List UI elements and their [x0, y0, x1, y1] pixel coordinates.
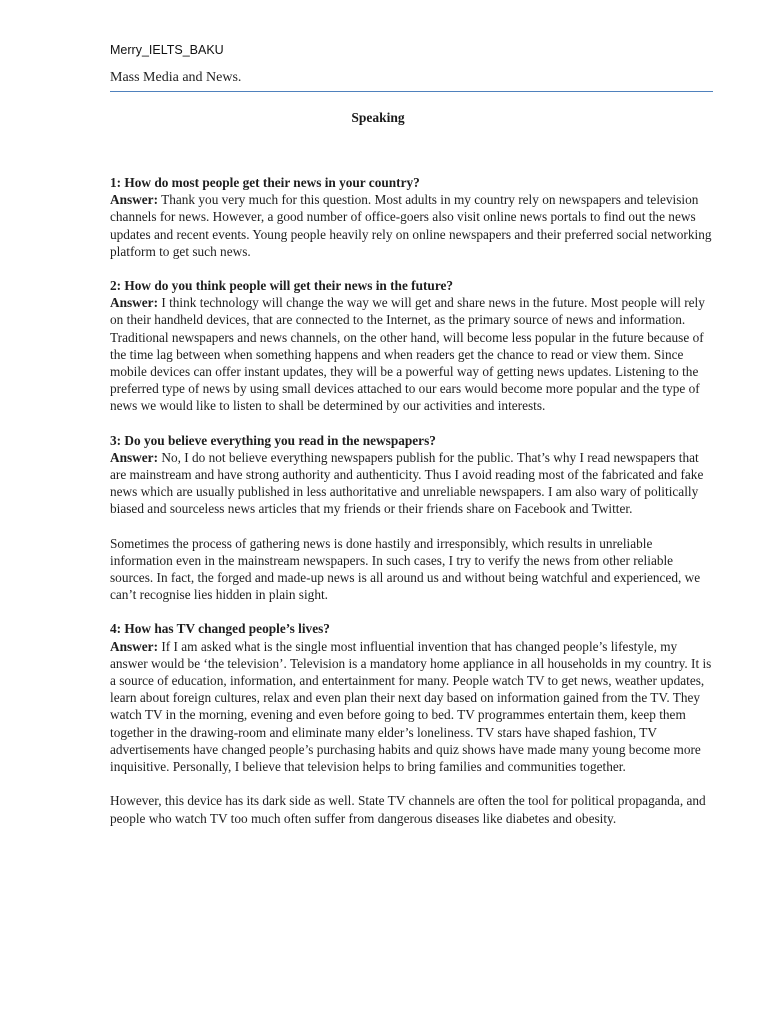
question: 1: How do most people get their news in your country? [110, 175, 420, 190]
answer [110, 191, 716, 260]
answer-text: Thank you very much for this question. Most adults in my country rely on newspapers and television channels for news. However, a good number of office-goers also visit online news portals to find out the news updates and recent events. Young people heavily rely on online newspapers and their preferred social networking platform to get such news. [110, 192, 712, 259]
document-title: Mass Media and News. [110, 70, 242, 85]
section-heading: Speaking [351, 110, 405, 125]
question: 3: Do you believe everything you read in the newspapers? [110, 432, 436, 448]
answer [110, 449, 716, 518]
document-body [110, 174, 716, 844]
header-author: Merry_IELTS_BAKU [110, 43, 224, 57]
answer-label: Answer: [110, 449, 159, 465]
qa-block-2 [110, 277, 716, 415]
qa-block-4 [110, 620, 716, 775]
answer-text: I think technology will change the way we will get and share news in the future. Most people will rely on their handheld devices, that are connected to the Internet, as the primary source of news and information. Traditional newspapers and news channels, on the other hand, will become less popular in the future because of the time lag between when something happens and when readers get the chance to read or view them. Since mobile devices can offer instant updates, they will be a powerful way of getting news updates. Listening to the preferred type of news by using small devices attached to our ears would become more popular and the type of news we would like to listen to shall be determined by our activities and interests. [110, 295, 705, 414]
answer [110, 294, 716, 414]
answer [110, 638, 716, 776]
answer-label: Answer: [110, 295, 159, 311]
question: 4: How has TV changed people’s lives? [110, 621, 330, 637]
qa-block-3 [110, 432, 716, 518]
answer-text: No, I do not believe everything newspapers publish for the public. That’s why I read newspapers that are mainstream and have strong authority and authenticity. Thus I avoid reading most of the fabricated and fake news which are usually published in less authoritative and unreliable newspapers. I am also wary of politically biased and sourceless news articles that my friends or their friends share on Facebook and Twitter. [110, 449, 704, 517]
qa-block-1 [110, 174, 716, 260]
answer-label: Answer: [110, 638, 159, 654]
header-divider [110, 91, 713, 92]
question: 2: How do you think people will get their news in the future? [110, 278, 454, 294]
answer-label: Answer: [110, 192, 159, 208]
answer-continuation: However, this device has its dark side as well. State TV channels are often the tool for political propaganda, and people who watch TV too much often suffer from dangerous diseases like diabetes and obesity. [110, 793, 706, 826]
answer-continuation: Sometimes the process of gathering news is done hastily and irresponsibly, which results in unreliable information even in the mainstream newspapers. In such cases, I try to verify the news from other reliable sources. In fact, the forged and made-up news is all around us and without being watchful and experienced, we can’t recognise lies hidden in plain sight. [110, 535, 701, 603]
answer-text: If I am asked what is the single most influential invention that has changed people’s lifestyle, my answer would be ‘the television’. Television is a mandatory home appliance in all households in my country. It is a source of education, information, and entertainment for many. People watch TV to get news, weather updates, learn about foreign cultures, relax and even plan their next day based on information gained from the TV. They watch TV in the morning, evening and even before going to bed. TV programmes entertain them, keep them together in the drawing-room and eliminate many elder’s loneliness. TV stars have shaped fashion, TV advertisements have changed people’s purchasing habits and quiz shows have made many young become more inquisitive. Personally, I believe that television helps to bring families and communities together. [110, 638, 712, 775]
